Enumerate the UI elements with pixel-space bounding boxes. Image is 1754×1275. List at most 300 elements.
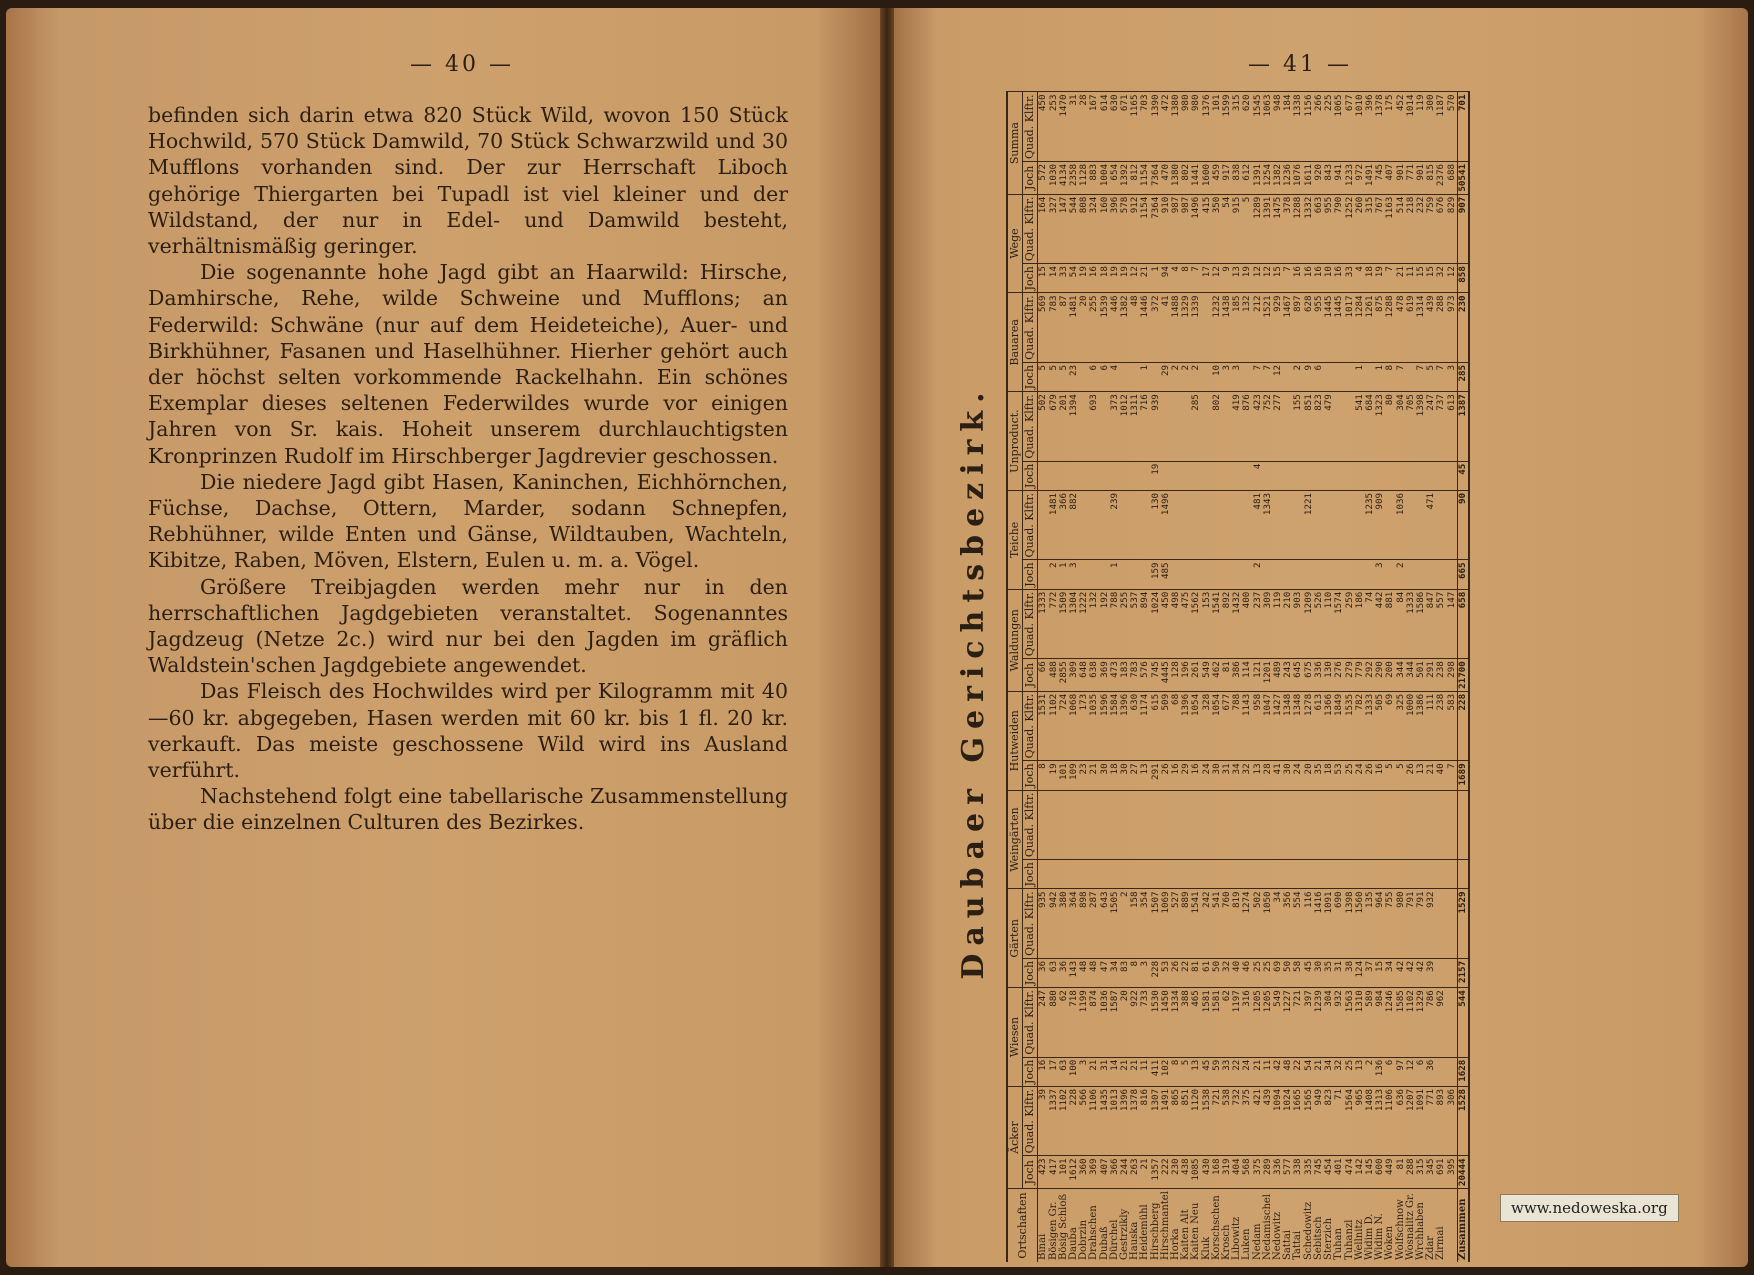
table-cell <box>1110 461 1120 490</box>
table-cell: 34 <box>1110 958 1120 987</box>
table-cell: 132 <box>1089 589 1099 658</box>
table-cell <box>1396 461 1406 490</box>
table-cell: 912 <box>1130 194 1140 263</box>
place-name: Dürchel <box>1110 1189 1120 1262</box>
table-cell <box>1457 790 1469 859</box>
table-cell: 336 <box>1314 659 1324 692</box>
table-cell: 8 <box>1385 362 1395 391</box>
table-cell: 1541 <box>1191 889 1201 958</box>
place-name: Luken <box>1242 1189 1252 1262</box>
table-cell: 718 <box>1069 988 1079 1057</box>
table-cell: 1233 <box>1345 161 1355 194</box>
table-cell: 1581 <box>1202 988 1212 1057</box>
table-cell: 1063 <box>1263 92 1273 161</box>
table-cell: 18 <box>1365 264 1375 293</box>
table-cell: 5 <box>1059 362 1069 391</box>
table-cell: 388 <box>1181 988 1191 1057</box>
table-cell: 544 <box>1069 194 1079 263</box>
table-cell: 255 <box>1089 293 1099 362</box>
table-cell: 263 <box>1130 1156 1140 1189</box>
table-cell: 14 <box>1110 1057 1120 1086</box>
table-cell <box>1222 490 1232 559</box>
place-name: Hauska <box>1130 1189 1140 1262</box>
table-cell: 1435 <box>1100 1086 1110 1155</box>
table-cell: 1106 <box>1385 1086 1395 1155</box>
table-cell: 309 <box>1069 659 1079 692</box>
table-cell: 1307 <box>1151 1086 1161 1155</box>
table-cell: 851 <box>1304 392 1314 461</box>
header-sub: Quad. Klftr. <box>1023 790 1038 859</box>
table-cell <box>1314 560 1324 589</box>
table-cell: 759 <box>1426 194 1436 263</box>
table-cell <box>1069 860 1079 889</box>
table-cell: 1187 <box>1436 92 1446 161</box>
table-cell: 33 <box>1059 264 1069 293</box>
table-cell: 19 <box>1375 264 1385 293</box>
table-cell: 3 <box>1447 362 1458 391</box>
table-cell: 909 <box>1375 490 1385 559</box>
table-cell <box>1314 860 1324 889</box>
table-cell: 823 <box>1324 1086 1334 1155</box>
table-cell: 373 <box>1110 392 1120 461</box>
table-cell: 939 <box>1151 392 1161 461</box>
table-cell <box>1100 790 1110 859</box>
table-cell <box>1222 461 1232 490</box>
table-cell: 1343 <box>1263 490 1273 559</box>
table-cell: 1586 <box>1416 589 1426 658</box>
paragraph: Die sogenannte hohe Jagd gibt an Haarwild: Hirsche, Damhirsche, Rehe, wilde Schweine und Mufflons; an Federwild: Schwäne (nur auf dem Heideteiche), Auer- und Birkhühner, Fasanen und Haselhühner. Hierher gehört auch der höchst selten vorkommende Rackelhahn. Ein schönes Exemplar dieses seltenen Federwildes wurde vor einigen Jahren von Sr. kais. Hoheit unserem durchlauchtigsten Kronprinzen Rudolf im Hirschberger Jagdrevier geschossen. <box>148 260 788 468</box>
table-cell: 1284 <box>1355 293 1365 362</box>
table-cell: 892 <box>1222 589 1232 658</box>
table-cell: 1470 <box>1059 92 1069 161</box>
table-cell: 1338 <box>1293 92 1303 161</box>
table-cell: 782 <box>1355 691 1365 760</box>
table-cell: 549 <box>1202 659 1212 692</box>
table-cell: 1102 <box>1406 988 1416 1057</box>
table-cell: 527 <box>1171 889 1181 958</box>
table-cell <box>1151 860 1161 889</box>
table-cell: 12 <box>1130 264 1140 293</box>
table-cell: 222 <box>1161 1156 1171 1189</box>
table-cell: 20 <box>1120 988 1130 1057</box>
table-cell: 1012 <box>1120 392 1130 461</box>
table-cell: 7 <box>1436 362 1446 391</box>
table-cell: 1376 <box>1202 92 1212 161</box>
table-cell: 942 <box>1049 889 1059 958</box>
table-cell: 589 <box>1365 988 1375 1057</box>
header-sub: Quad. Klftr. <box>1023 392 1038 461</box>
table-cell: 63 <box>1049 958 1059 987</box>
table-cell: 479 <box>1324 392 1334 461</box>
table-cell <box>1181 860 1191 889</box>
table-cell: 648 <box>1079 659 1089 692</box>
header-sub: Quad. Klftr. <box>1023 691 1038 760</box>
table-cell: 1154 <box>1140 194 1150 263</box>
table-cell: 380 <box>1059 889 1069 958</box>
table-cell <box>1130 490 1140 559</box>
table-cell <box>1161 461 1171 490</box>
table-cell: 10 <box>1324 264 1334 293</box>
table-cell: 285 <box>1191 392 1201 461</box>
table-cell: 237 <box>1253 589 1263 658</box>
place-name: Heidemühl <box>1140 1189 1150 1262</box>
header-sub: Quad. Klftr. <box>1023 92 1038 161</box>
table-cell: 119 <box>1416 92 1426 161</box>
table-cell: 1 <box>1059 560 1069 589</box>
table-cell: 81 <box>1396 1156 1406 1189</box>
table-cell: 25 <box>1253 958 1263 987</box>
table-cell: 7 <box>1253 362 1263 391</box>
table-cell <box>1130 461 1140 490</box>
table-cell <box>1202 860 1212 889</box>
table-cell <box>1324 461 1334 490</box>
table-cell: 478 <box>1396 293 1406 362</box>
table-cell <box>1120 490 1130 559</box>
table-cell <box>1171 860 1181 889</box>
table-cell <box>1447 860 1458 889</box>
table-cell <box>1120 461 1130 490</box>
table-cell: 1565 <box>1304 1086 1314 1155</box>
table-cell: 261 <box>1191 659 1201 692</box>
table-cell: 1 <box>1375 362 1385 391</box>
table-cell <box>1079 461 1089 490</box>
table-cell: 15 <box>1375 958 1385 987</box>
place-name: Hirschmantel <box>1161 1189 1171 1262</box>
table-cell: 1491 <box>1161 1086 1171 1155</box>
table-cell <box>1345 860 1355 889</box>
table-cell: 119 <box>1273 589 1283 658</box>
table-cell: 1529 <box>1457 889 1469 958</box>
table-cell <box>1334 490 1344 559</box>
place-name: Wrchhaben <box>1416 1189 1426 1262</box>
table-cell: 287 <box>1089 889 1099 958</box>
table-cell: 159 <box>1151 560 1161 589</box>
table-cell: 838 <box>1232 161 1242 194</box>
table-cell: 291 <box>1426 659 1436 692</box>
table-cell: 755 <box>1385 889 1395 958</box>
table-cell: 1391 <box>1253 161 1263 194</box>
table-cell: 5 <box>1385 761 1395 790</box>
table-cell: 29 <box>1161 362 1171 391</box>
table-cell <box>1334 560 1344 589</box>
table-cell: 577 <box>1283 1156 1293 1189</box>
table-cell: 962 <box>1436 988 1446 1057</box>
header-sub: Joch <box>1023 1156 1038 1189</box>
table-cell <box>1447 461 1458 490</box>
table-cell: 16 <box>1191 761 1201 790</box>
place-name: Bösigen Gr. <box>1049 1189 1059 1262</box>
table-cell: 1163 <box>1385 194 1395 263</box>
table-cell: 843 <box>1324 161 1334 194</box>
table-cell: 1450 <box>1161 988 1171 1057</box>
place-name: Dobrzin <box>1079 1189 1089 1262</box>
header-group: Äcker <box>1007 1086 1023 1188</box>
table-cell: 917 <box>1222 161 1232 194</box>
table-cell: 808 <box>1079 194 1089 263</box>
table-cell: 663 <box>1314 194 1324 263</box>
table-cell <box>1375 790 1385 859</box>
table-cell: 15 <box>1038 264 1049 293</box>
table-cell: 472 <box>1161 92 1171 161</box>
table-cell: 1013 <box>1110 1086 1120 1155</box>
table-cell <box>1263 790 1273 859</box>
table-cell: 1069 <box>1161 889 1171 958</box>
table-cell <box>1038 860 1049 889</box>
table-cell: 50541 <box>1457 161 1469 194</box>
table-cell: 703 <box>1140 92 1150 161</box>
table-cell: 306 <box>1447 1086 1458 1155</box>
table-cell <box>1100 461 1110 490</box>
table-cell <box>1416 560 1426 589</box>
table-cell: 132 <box>1242 293 1252 362</box>
table-cell: 677 <box>1345 92 1355 161</box>
table-cell: 2855 <box>1059 659 1069 692</box>
place-name: Binai <box>1038 1189 1049 1262</box>
table-cell: 614 <box>1100 92 1110 161</box>
table-cell: 411 <box>1151 1057 1161 1086</box>
table-cell: 578 <box>1120 194 1130 263</box>
table-cell: 1628 <box>1457 1057 1469 1086</box>
table-cell <box>1212 790 1222 859</box>
table-cell <box>1161 790 1171 859</box>
place-name: Dubaß <box>1100 1189 1110 1262</box>
table-cell: 1432 <box>1232 589 1242 658</box>
table-cell: 13 <box>1140 761 1150 790</box>
table-cell: 21 <box>1130 1057 1140 1086</box>
table-cell: 7 <box>1447 761 1458 790</box>
header-sub: Quad. Klftr. <box>1023 194 1038 263</box>
table-cell: 987 <box>1171 194 1181 263</box>
table-cell: 2 <box>1293 362 1303 391</box>
table-cell: 1408 <box>1365 1086 1375 1155</box>
table-cell: 1386 <box>1416 691 1426 760</box>
table-cell: 136 <box>1375 1057 1385 1086</box>
table-cell <box>1447 889 1458 958</box>
table-cell <box>1447 790 1458 859</box>
table-cell: 15 <box>1426 264 1436 293</box>
table-row <box>1038 92 1049 1262</box>
table-cell: 2376 <box>1436 161 1446 194</box>
table-cell: 932 <box>1334 988 1344 1057</box>
table-cell: 8 <box>1130 958 1140 987</box>
table-cell: 155 <box>1293 392 1303 461</box>
table-cell: 901 <box>1396 161 1406 194</box>
table-cell: 1304 <box>1069 589 1079 658</box>
table-cell: 438 <box>1181 1156 1191 1189</box>
table-cell <box>1447 490 1458 559</box>
table-cell: 6 <box>1416 1057 1426 1086</box>
table-cell: 58 <box>1293 958 1303 987</box>
table-cell <box>1038 790 1049 859</box>
table-cell: 17 <box>1049 1057 1059 1086</box>
table-cell: 1587 <box>1110 988 1120 1057</box>
table-cell: 130 <box>1324 659 1334 692</box>
table-cell: 677 <box>1222 691 1232 760</box>
table-cell: 59 <box>1212 1057 1222 1086</box>
table-cell: 1314 <box>1416 293 1426 362</box>
table-cell <box>1079 490 1089 559</box>
place-name: Woken <box>1385 1189 1395 1262</box>
place-name: Kluk <box>1202 1189 1212 1262</box>
table-cell: 7 <box>1263 362 1273 391</box>
table-cell: 600 <box>1375 1156 1385 1189</box>
table-cell: 470 <box>1161 161 1171 194</box>
table-cell: 1235 <box>1365 490 1375 559</box>
table-cell: 498 <box>1171 589 1181 658</box>
table-cell: 116 <box>1304 889 1314 958</box>
table-cell: 276 <box>1334 659 1344 692</box>
table-cell: 1197 <box>1232 988 1242 1057</box>
paragraph: Das Fleisch des Hochwildes wird per Kilogramm mit 40—60 kr. abgegeben, Hasen werden mit 60 kr. bis 1 fl. 20 kr. verkauft. Das meiste geschossene Wild wird ins Ausland verführt. <box>148 679 788 783</box>
table-cell: 1004 <box>1100 161 1110 194</box>
table-cell: 53 <box>1334 761 1344 790</box>
table-cell: 23 <box>1069 362 1079 391</box>
table-cell: 1199 <box>1079 988 1089 1057</box>
table-cell: 21 <box>1089 761 1099 790</box>
table-cell: 1337 <box>1049 1086 1059 1155</box>
table-cell: 430 <box>1202 1156 1212 1189</box>
table-cell: 802 <box>1181 161 1191 194</box>
table-cell: 980 <box>1191 92 1201 161</box>
table-cell <box>1079 790 1089 859</box>
table-cell <box>1293 790 1303 859</box>
header-group: Hutweiden <box>1007 691 1023 790</box>
table-cell: 94 <box>1161 264 1171 293</box>
table-cell: 488 <box>1049 659 1059 692</box>
table-cell: 1535 <box>1345 691 1355 760</box>
table-cell: 109 <box>1069 761 1079 790</box>
table-cell <box>1283 461 1293 490</box>
total-row <box>1457 92 1469 1262</box>
table-cell: 288 <box>1436 293 1446 362</box>
table-cell <box>1181 790 1191 859</box>
table-cell: 541 <box>1212 889 1222 958</box>
table-cell: 28 <box>1079 92 1089 161</box>
table-cell: 244 <box>1120 1156 1130 1189</box>
table-cell: 309 <box>1263 589 1273 658</box>
table-cell: 25 <box>1263 958 1273 987</box>
table-cell: 1076 <box>1293 161 1303 194</box>
table-cell: 298 <box>1447 659 1458 692</box>
table-cell: 1416 <box>1314 889 1324 958</box>
table-cell <box>1038 560 1049 589</box>
table-cell: 1030 <box>1049 161 1059 194</box>
table-cell: 400 <box>1242 589 1252 658</box>
table-cell: 2 <box>1120 889 1130 958</box>
table-cell: 7 <box>1191 264 1201 293</box>
table-cell: 3 <box>1222 362 1232 391</box>
paragraph: Nachstehend folgt eine tabellarische Zusammenstellung über die einzelnen Culturen des Bezirkes. <box>148 784 789 835</box>
table-cell: 876 <box>1242 392 1252 461</box>
place-name: Schedowitz <box>1304 1189 1314 1262</box>
book-spine <box>880 8 894 1267</box>
table-cell: 1221 <box>1304 490 1314 559</box>
table-cell: 16 <box>1293 264 1303 293</box>
table-cell: 1564 <box>1345 1086 1355 1155</box>
table-cell: 1120 <box>1191 1086 1201 1155</box>
place-name: Kaiten Neu <box>1191 1189 1201 1262</box>
table-cell: 446 <box>1110 293 1120 362</box>
table-cell <box>1457 860 1469 889</box>
table-cell <box>1436 790 1446 859</box>
table-cell: 1438 <box>1222 293 1232 362</box>
table-cell: 304 <box>1324 988 1334 1057</box>
table-cell: 1538 <box>1202 1086 1212 1155</box>
table-cell: 19 <box>1079 264 1089 293</box>
table-cell: 1496 <box>1161 490 1171 559</box>
table-cell: 955 <box>1324 194 1334 263</box>
table-cell: 1036 <box>1100 988 1110 1057</box>
table-cell: 21 <box>1314 1057 1324 1086</box>
table-cell: 452 <box>1396 92 1406 161</box>
table-cell: 13 <box>1355 1057 1365 1086</box>
table-cell: 1612 <box>1069 1156 1079 1189</box>
table-cell <box>1396 790 1406 859</box>
table-cell: 145 <box>1365 1156 1375 1189</box>
table-cell <box>1375 860 1385 889</box>
table-cell: 1207 <box>1406 1086 1416 1155</box>
table-cell: 1036 <box>1396 490 1406 559</box>
table-cell <box>1436 958 1446 987</box>
table-cell <box>1436 461 1446 490</box>
table-cell: 6 <box>1385 1057 1395 1086</box>
table-cell: 12 <box>1263 264 1273 293</box>
table-cell <box>1365 790 1375 859</box>
table-cell <box>1324 362 1334 391</box>
table-cell: 1446 <box>1140 293 1150 362</box>
table-cell: 636 <box>1396 1086 1406 1155</box>
table-cell: 61 <box>1202 958 1212 987</box>
table-cell: 779 <box>1355 659 1365 692</box>
table-cell: 336 <box>1273 1156 1283 1189</box>
table-cell <box>1426 860 1436 889</box>
table-cell: 344 <box>1396 659 1406 692</box>
table-cell: 21700 <box>1457 659 1469 692</box>
place-name: Krosch <box>1222 1189 1232 1262</box>
table-cell: 243 <box>1283 659 1293 692</box>
table-cell: 300 <box>1426 92 1436 161</box>
table-cell: 26 <box>1171 958 1181 987</box>
table-cell: 319 <box>1222 1156 1232 1189</box>
table-cell: 121 <box>1253 659 1263 692</box>
table-cell <box>1222 560 1232 589</box>
table-cell: 812 <box>1130 161 1140 194</box>
table-cell: 239 <box>1110 490 1120 559</box>
table-cell <box>1212 490 1222 559</box>
table-cell: 450 <box>1161 589 1171 658</box>
table-cell: 1539 <box>1100 293 1110 362</box>
table-cell: 6 <box>1100 362 1110 391</box>
table-cell: 4445 <box>1161 659 1171 692</box>
table-cell: 238 <box>1436 659 1446 692</box>
table-cell: 1332 <box>1304 194 1314 263</box>
table-cell: 25 <box>1345 1057 1355 1086</box>
table-cell <box>1304 790 1314 859</box>
table-cell: 42 <box>1273 1057 1283 1086</box>
table-cell <box>1406 560 1416 589</box>
table-cell: 395 <box>1447 1156 1458 1189</box>
table-cell: 576 <box>1140 659 1150 692</box>
table-cell: 101 <box>1212 92 1222 161</box>
table-cell <box>1212 461 1222 490</box>
table-cell: 201 <box>1059 392 1069 461</box>
table-cell: 1390 <box>1151 92 1161 161</box>
table-cell <box>1191 790 1201 859</box>
table-cell: 167 <box>1089 92 1099 161</box>
table-cell: 1391 <box>1263 194 1273 263</box>
table-cell: 858 <box>1457 264 1469 293</box>
table-cell <box>1273 560 1283 589</box>
